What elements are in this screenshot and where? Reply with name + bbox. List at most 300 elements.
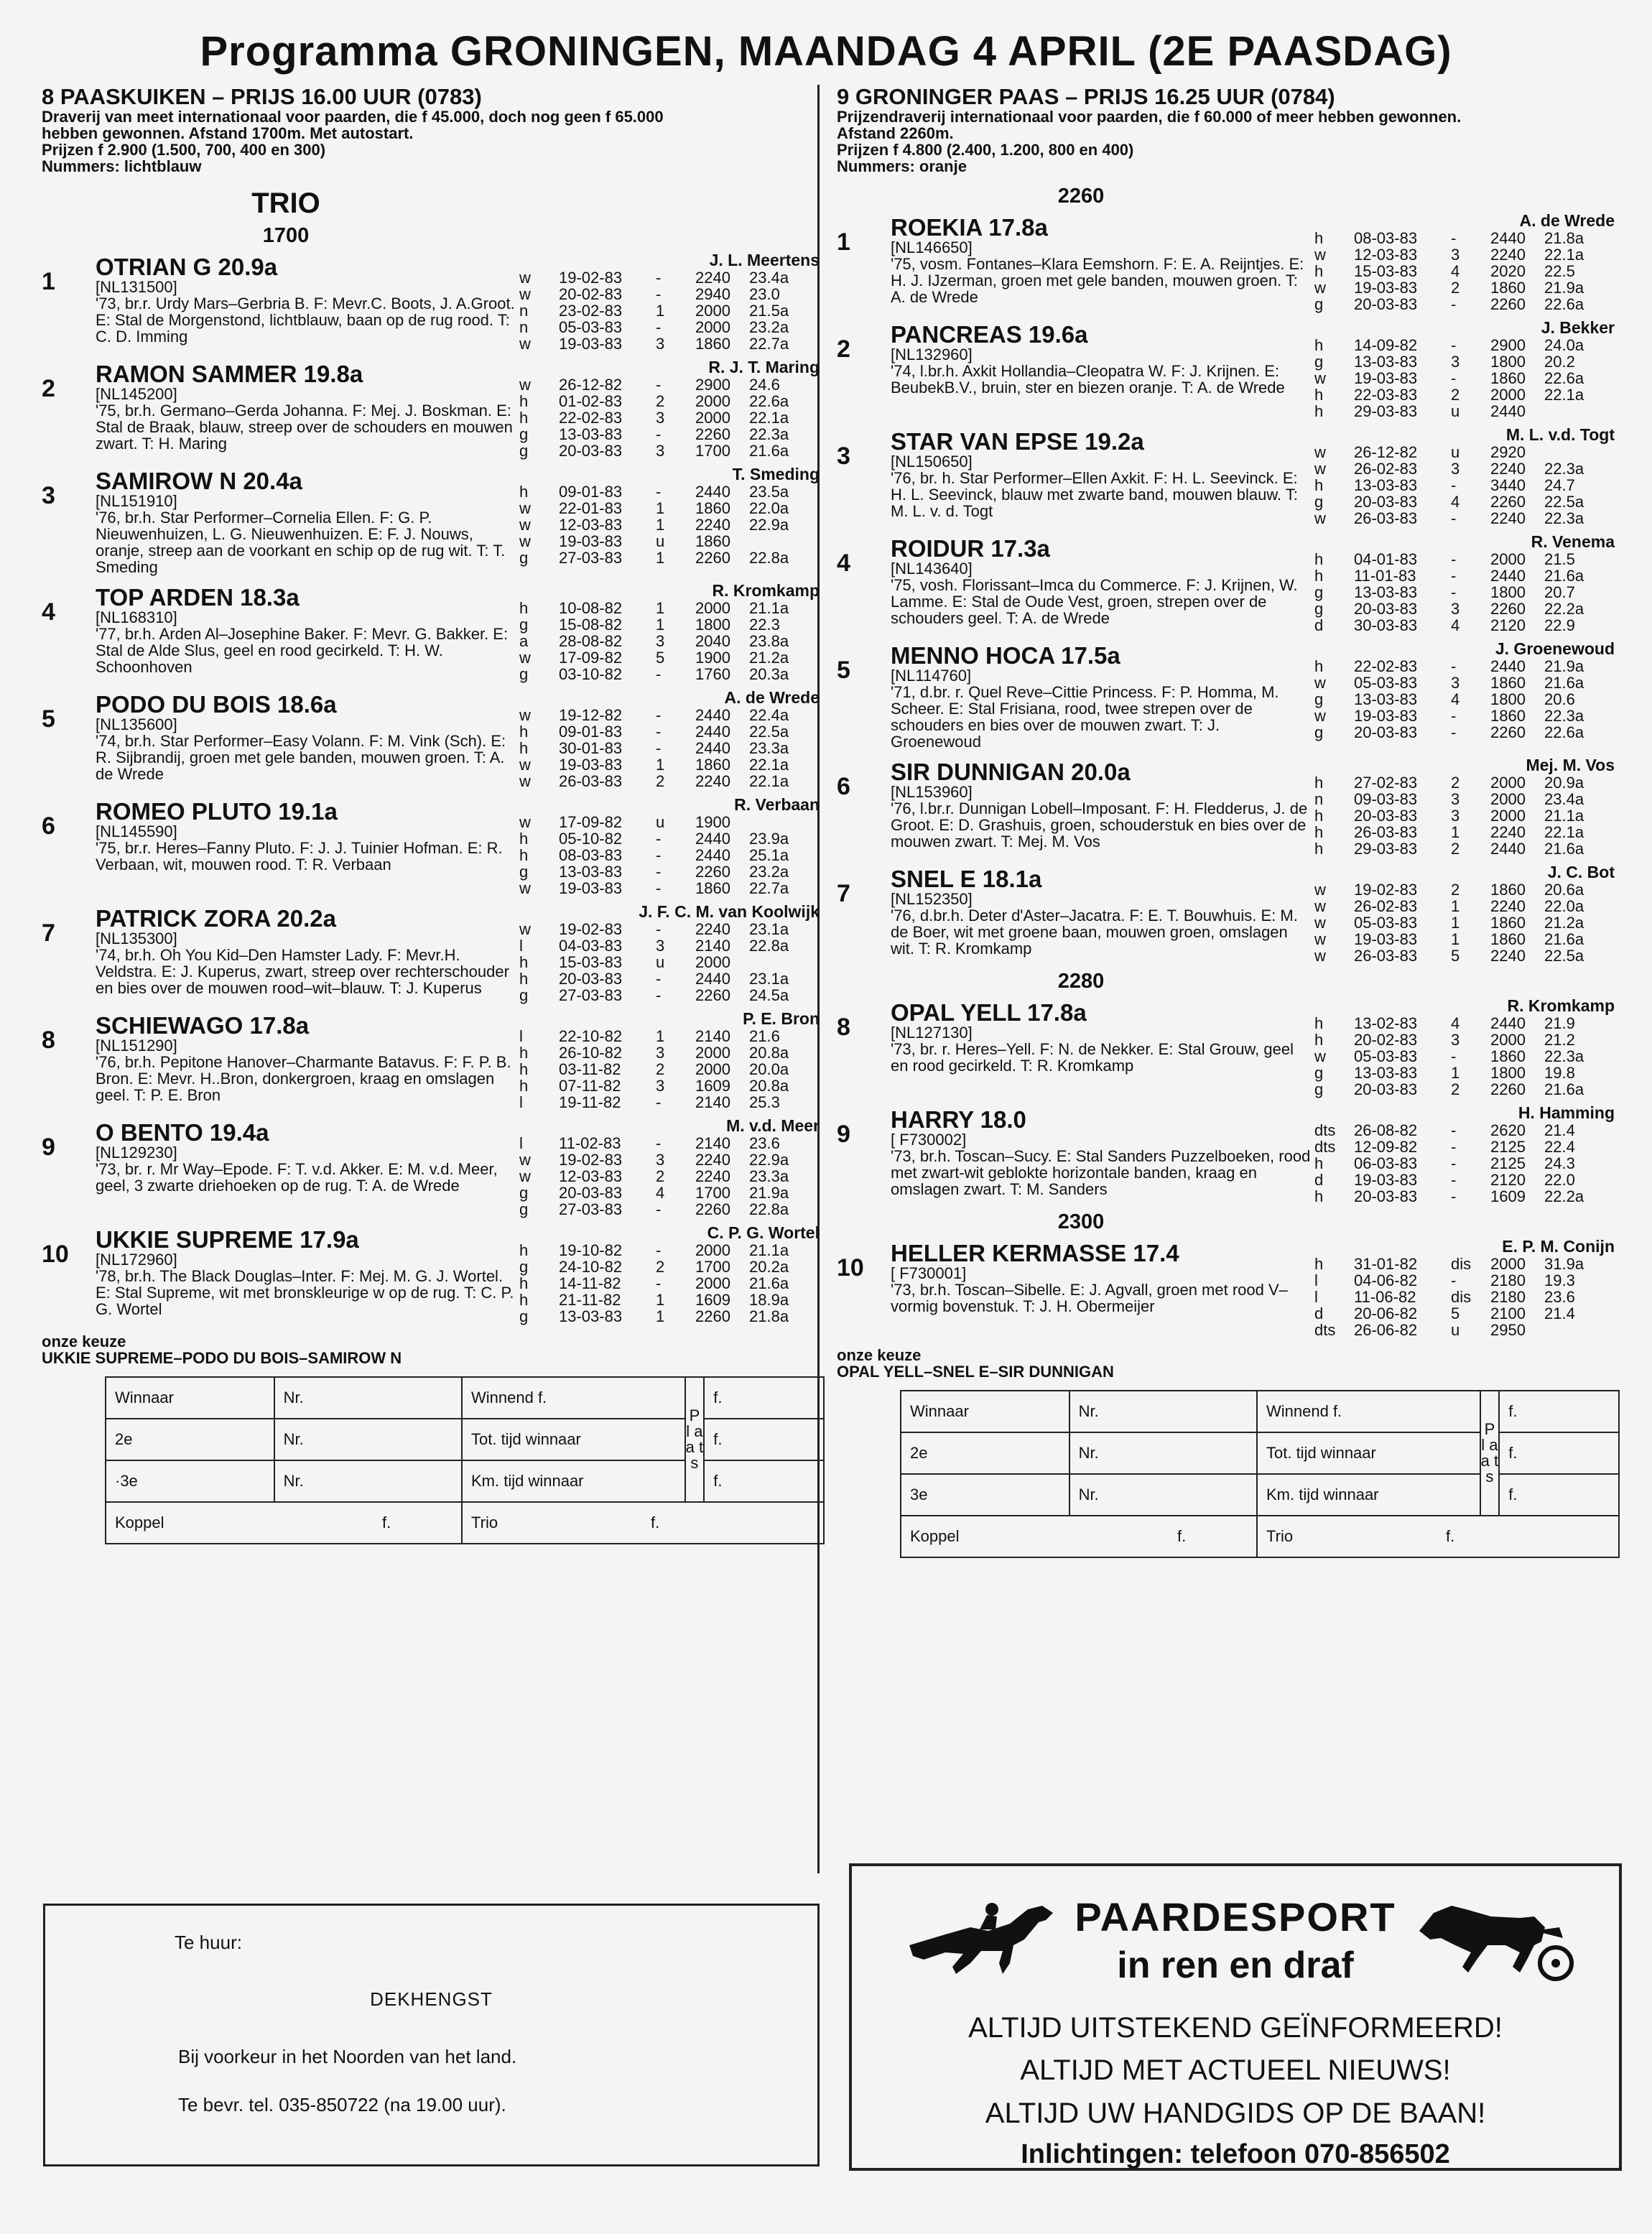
distance-m: 2000: [1490, 774, 1526, 792]
placing: -: [656, 706, 662, 724]
track-code: l: [519, 1093, 523, 1111]
track-code: g: [519, 986, 529, 1004]
horse-entry: [42, 251, 825, 352]
horse-entry: [42, 358, 825, 459]
performance-list: [519, 688, 821, 789]
km-time: 25.1a: [749, 846, 789, 864]
race-date: 21-11-82: [559, 1291, 621, 1309]
race-date: 11-06-82: [1354, 1288, 1416, 1306]
km-time: 23.8a: [749, 632, 789, 650]
performance-row: [1314, 898, 1616, 914]
driver-name: C. P. G. Wortel: [707, 1223, 820, 1242]
track-code: g: [1314, 353, 1324, 371]
track-code: w: [519, 516, 531, 534]
horse-entry: [837, 1103, 1620, 1205]
horse-code: [NL151910]: [96, 492, 177, 510]
distance-m: 2240: [1490, 897, 1526, 915]
result-cell[interactable]: ·3e: [106, 1460, 274, 1502]
placing: -: [656, 920, 662, 938]
driver-name: J. F. C. M. van Koolwijk: [639, 902, 820, 921]
placing: u: [656, 953, 665, 971]
performance-row: [519, 814, 821, 830]
placing: -: [1451, 567, 1457, 585]
performance-row: [519, 633, 821, 649]
keuze-label: onze keuze: [42, 1332, 126, 1350]
race-date: 26-02-83: [1354, 897, 1418, 915]
race-date: 19-03-83: [1354, 1171, 1418, 1189]
result-cell[interactable]: Nr.: [274, 1419, 462, 1460]
distance-m: 2440: [695, 846, 730, 864]
horse-entry: [837, 639, 1620, 750]
plaats-label: P l a a t s: [1480, 1391, 1500, 1516]
distance-m: 2240: [1490, 947, 1526, 965]
race-date: 06-03-83: [1354, 1154, 1418, 1172]
trio-cell[interactable]: [462, 1502, 824, 1544]
km-time: 21.8a: [1544, 229, 1584, 247]
horse-code: [NL151290]: [96, 1037, 177, 1055]
distance-m: 2000: [695, 302, 730, 320]
distance-m: 2440: [695, 483, 730, 501]
distance-m: 2940: [695, 285, 730, 303]
track-code: w: [1314, 947, 1326, 965]
distance-m: 2260: [695, 1307, 730, 1325]
race-date: 31-01-82: [1354, 1255, 1418, 1273]
performance-row: [519, 302, 821, 319]
performance-list: [1314, 532, 1616, 634]
horse-name: SIR DUNNIGAN 20.0a: [891, 759, 1131, 785]
horse-description: '73, br.r. Urdy Mars–Gerbria B. F: Mevr.C. Boots, J. A.Groot. E: Stal de Morgenstond, lichtblauw, baan op de rug rood. T: C. D. Imming: [96, 295, 515, 346]
track-code: w: [1314, 246, 1326, 264]
distance-m: 2140: [695, 1093, 730, 1111]
performance-row: [1314, 493, 1616, 510]
km-time: 22.6a: [1544, 723, 1584, 741]
result-cell[interactable]: Km. tijd winnaar: [1257, 1474, 1480, 1516]
horse-name: OTRIAN G 20.9a: [96, 254, 278, 280]
km-time: [749, 533, 814, 550]
race-date: 12-09-82: [1354, 1138, 1418, 1156]
km-time: 22.7a: [749, 335, 789, 353]
result-f-cell[interactable]: f.: [1499, 1474, 1619, 1516]
horse-name: PANCREAS 19.6a: [891, 321, 1088, 348]
placing: 2: [656, 1167, 665, 1185]
distance-m: 2440: [695, 723, 730, 741]
performance-list: [1314, 996, 1616, 1098]
driver-name: A. de Wrede: [1519, 211, 1615, 230]
track-code: w: [519, 376, 531, 394]
performance-row: [519, 483, 821, 500]
horse-number: 4: [837, 550, 850, 577]
performance-row: [519, 970, 821, 987]
distance-m: 2000: [695, 318, 730, 336]
race-date: 20-03-83: [559, 970, 623, 988]
track-code: w: [519, 1151, 531, 1169]
km-time: 21.5: [1544, 550, 1575, 568]
result-cell[interactable]: Winnaar: [106, 1377, 274, 1419]
result-f-cell[interactable]: f.: [1499, 1432, 1619, 1474]
track-code: l: [519, 1134, 523, 1152]
track-code: h: [519, 1077, 529, 1095]
distance-m: 1609: [695, 1077, 730, 1095]
track-code: g: [1314, 600, 1324, 618]
performance-row: [1314, 1032, 1616, 1048]
performance-row: [1314, 1172, 1616, 1188]
result-f-cell[interactable]: f.: [704, 1377, 824, 1419]
track-code: h: [1314, 807, 1324, 825]
performance-row: [1314, 931, 1616, 947]
race-date: 12-03-83: [559, 1167, 623, 1185]
placing: 2: [1451, 279, 1460, 297]
horse-name: SAMIROW N 20.4a: [96, 468, 302, 494]
result-cell[interactable]: Winnaar: [901, 1391, 1069, 1432]
horse-entry: [837, 425, 1620, 527]
horse-code: [ F730001]: [891, 1264, 967, 1282]
trio-cell[interactable]: [1257, 1516, 1619, 1557]
track-code: w: [1314, 881, 1326, 899]
distance-m: 1860: [695, 335, 730, 353]
placing: -: [656, 830, 662, 848]
race-date: 26-03-83: [1354, 509, 1418, 527]
performance-row: [519, 649, 821, 666]
performance-row: [519, 1308, 821, 1325]
race-date: 05-03-83: [1354, 914, 1418, 932]
race-date: 20-02-83: [1354, 1031, 1418, 1049]
track-code: h: [1314, 1255, 1324, 1273]
horse-code: [NL152350]: [891, 890, 973, 908]
driver-name: J. C. Bot: [1547, 863, 1615, 881]
performance-row: [1314, 708, 1616, 724]
performance-row: [1314, 1188, 1616, 1205]
distance-m: 1860: [1490, 279, 1526, 297]
placing: 2: [656, 392, 665, 410]
distance-m: 2260: [695, 425, 730, 443]
koppel-cell[interactable]: [106, 1502, 462, 1544]
race-date: 19-02-83: [1354, 881, 1418, 899]
horse-info: [891, 863, 1314, 964]
track-code: g: [519, 616, 529, 634]
result-cell[interactable]: Nr.: [274, 1460, 462, 1502]
track-code: h: [1314, 657, 1324, 675]
race-date: 20-03-83: [1354, 600, 1418, 618]
race-description-line: Draverij van meet internationaal voor paarden, die f 45.000, doch nog geen f 65.000: [42, 108, 664, 126]
performance-row: [1314, 1081, 1616, 1098]
race-date: 20-03-83: [1354, 807, 1418, 825]
track-code: w: [519, 920, 531, 938]
track-code: h: [1314, 774, 1324, 792]
km-time: 22.5a: [1544, 493, 1584, 511]
page-title: Programma GRONINGEN, MAANDAG 4 APRIL (2E PAASDAG): [200, 28, 1452, 75]
race-description-line: Afstand 2260m.: [837, 124, 954, 142]
race-date: 09-01-83: [559, 723, 623, 741]
race-date: 24-10-82: [559, 1258, 623, 1276]
km-time: 22.5: [1544, 262, 1575, 280]
performance-row: [519, 1151, 821, 1168]
placing: 5: [1451, 1304, 1460, 1322]
distance-m: 1860: [1490, 1047, 1526, 1065]
koppel-f: f.: [1177, 1527, 1187, 1545]
ad-line-2: ALTIJD MET ACTUEEL NIEUWS!: [1020, 2054, 1451, 2086]
km-time: 22.0a: [749, 499, 789, 517]
distance-m: 1860: [1490, 674, 1526, 692]
track-code: w: [1314, 1047, 1326, 1065]
distance-m: 1900: [695, 649, 730, 667]
performance-row: [1314, 230, 1616, 246]
track-code: h: [1314, 1154, 1324, 1172]
driver-name: M. L. v.d. Togt: [1505, 425, 1615, 444]
distance-m: 2440: [695, 970, 730, 988]
result-cell[interactable]: Nr.: [1069, 1474, 1257, 1516]
km-time: 23.3a: [749, 1167, 789, 1185]
track-code: h: [1314, 402, 1324, 420]
race-date: 22-02-83: [1354, 657, 1418, 675]
km-time: 22.4: [1544, 1138, 1575, 1156]
horse-info: [96, 688, 519, 789]
distance-m: 2240: [1490, 509, 1526, 527]
performance-row: [1314, 724, 1616, 741]
performance-row: [1314, 460, 1616, 477]
placing: dis: [1451, 1288, 1472, 1306]
horse-number: 4: [42, 598, 55, 626]
horse-entry: [42, 1223, 825, 1325]
km-time: 20.6: [1544, 690, 1575, 708]
race-date: 13-02-83: [1354, 1014, 1418, 1032]
koppel-f: f.: [382, 1514, 391, 1531]
track-code: w: [519, 285, 531, 303]
track-code: w: [519, 879, 531, 897]
koppel-cell[interactable]: [901, 1516, 1257, 1557]
result-cell[interactable]: Nr.: [1069, 1432, 1257, 1474]
race-date: 22-03-83: [1354, 386, 1418, 404]
track-code: g: [1314, 493, 1324, 511]
result-cell[interactable]: Nr.: [274, 1377, 462, 1419]
race-date: 27-03-83: [559, 986, 623, 1004]
result-f-cell[interactable]: f.: [704, 1460, 824, 1502]
race-date: 20-02-83: [559, 285, 623, 303]
distance-m: 2000: [1490, 1255, 1526, 1273]
track-code: w: [519, 499, 531, 517]
result-cell[interactable]: 3e: [901, 1474, 1069, 1516]
result-cell[interactable]: 2e: [901, 1432, 1069, 1474]
track-code: h: [1314, 1031, 1324, 1049]
result-cell[interactable]: Tot. tijd winnaar: [1257, 1432, 1480, 1474]
distance-m: 1700: [695, 1184, 730, 1202]
result-cell[interactable]: Winnend f.: [462, 1377, 685, 1419]
distance-m: 2000: [695, 1274, 730, 1292]
race-date: 12-03-83: [559, 516, 623, 534]
distance-m: 2260: [1490, 600, 1526, 618]
distance-m: 3440: [1490, 476, 1526, 494]
race-date: 19-03-83: [559, 335, 623, 353]
ad-line-1: ALTIJD UITSTEKEND GEÏNFORMEERD!: [968, 2012, 1503, 2044]
distance-m: 2440: [1490, 840, 1526, 858]
result-cell[interactable]: Tot. tijd winnaar: [462, 1419, 685, 1460]
race-date: 22-02-83: [559, 409, 623, 427]
km-time: 20.2a: [749, 1258, 789, 1276]
race-date: 27-03-83: [559, 549, 623, 567]
performance-row: [1314, 444, 1616, 460]
km-time: 18.9a: [749, 1291, 789, 1309]
km-time: 19.3: [1544, 1271, 1575, 1289]
performance-row: [519, 393, 821, 409]
result-cell[interactable]: 2e: [106, 1419, 274, 1460]
placing: dis: [1451, 1255, 1472, 1273]
track-code: h: [1314, 840, 1324, 858]
distance-m: 2240: [1490, 460, 1526, 478]
km-time: 21.5a: [749, 302, 789, 320]
distance-m: 2260: [695, 549, 730, 567]
placing: -: [656, 1274, 662, 1292]
race-date: 29-03-83: [1354, 840, 1418, 858]
driver-name: J. Groenewoud: [1495, 639, 1615, 658]
horse-info: [891, 1237, 1314, 1338]
race-date: 10-08-82: [559, 599, 623, 617]
horse-name: ROEKIA 17.8a: [891, 214, 1048, 241]
km-time: 24.7: [1544, 476, 1575, 494]
result-cell[interactable]: Km. tijd winnaar: [462, 1460, 685, 1502]
distance-m: 2260: [695, 863, 730, 881]
performance-list: [519, 902, 821, 1004]
performance-row: [1314, 807, 1616, 824]
distance-m: 1860: [1490, 930, 1526, 948]
performance-row: [1314, 1065, 1616, 1081]
track-code: dts: [1314, 1138, 1336, 1156]
track-code: h: [519, 599, 529, 617]
km-time: 21.9a: [1544, 279, 1584, 297]
performance-row: [1314, 914, 1616, 931]
race-date: 19-11-82: [559, 1093, 621, 1111]
horse-entry: [42, 465, 825, 575]
placing: -: [656, 723, 662, 741]
distance-m: 1700: [695, 1258, 730, 1276]
performance-row: [519, 1292, 821, 1308]
distance-m: 2240: [695, 1167, 730, 1185]
km-time: 25.3: [749, 1093, 780, 1111]
race-date: 19-10-82: [559, 1241, 623, 1259]
km-time: 21.9: [1544, 1014, 1575, 1032]
trio-f: f.: [1446, 1527, 1455, 1545]
performance-row: [1314, 1322, 1616, 1338]
performance-row: [1314, 947, 1616, 964]
race-9-section: [837, 85, 1620, 1558]
track-code: h: [1314, 229, 1324, 247]
km-time: 21.1a: [749, 1241, 789, 1259]
distance-m: 2000: [1490, 807, 1526, 825]
performance-row: [519, 269, 821, 286]
placing: -: [1451, 1138, 1457, 1156]
horse-description: '73, br. r. Heres–Yell. F: N. de Nekker. E: Stal Grouw, geel en rood gecirkeld. T: R. Kromkamp: [891, 1040, 1294, 1075]
horse-entry: [42, 902, 825, 1004]
race-date: 20-03-83: [1354, 1187, 1418, 1205]
distance-m: 2000: [695, 1060, 730, 1078]
performance-row: [519, 1028, 821, 1044]
performance-row: [1314, 774, 1616, 791]
horse-name: PODO DU BOIS 18.6a: [96, 691, 337, 718]
km-time: [1544, 403, 1609, 420]
km-time: 23.6: [749, 1134, 780, 1152]
distance-m: 2900: [695, 376, 730, 394]
km-time: 22.5a: [749, 723, 789, 741]
km-time: 21.6a: [749, 442, 789, 460]
km-time: 22.1a: [1544, 823, 1584, 841]
placing: -: [656, 739, 662, 757]
placing: 1: [1451, 823, 1460, 841]
track-code: h: [1314, 386, 1324, 404]
distance-m: 1800: [1490, 690, 1526, 708]
performance-row: [519, 723, 821, 740]
placing: 3: [1451, 353, 1460, 371]
track-code: g: [519, 1184, 529, 1202]
result-cell[interactable]: Winnend f.: [1257, 1391, 1480, 1432]
race-date: 19-02-83: [559, 920, 623, 938]
horse-description: '74, l.br.h. Axkit Hollandia–Cleopatra W. F: J. Krijnen. E: BeubekB.V., bruin, ster en biezen oranje. T: A. de Wrede: [891, 362, 1285, 397]
performance-row: [519, 335, 821, 352]
placing: 2: [1451, 386, 1460, 404]
placing: -: [1451, 1121, 1457, 1139]
horse-info: [891, 532, 1314, 634]
horse-number: 5: [837, 657, 850, 684]
race-date: 19-12-82: [559, 706, 623, 724]
track-code: h: [1314, 336, 1324, 354]
horse-description: '77, br.h. Arden Al–Josephine Baker. F: Mevr. G. Bakker. E: Stal de Alde Slus, geel en rood gecirkeld. T: H. W. Schoonhoven: [96, 625, 509, 676]
placing: 4: [1451, 493, 1460, 511]
performance-row: [519, 1259, 821, 1275]
track-code: h: [1314, 550, 1324, 568]
km-time: 20.8a: [749, 1077, 789, 1095]
performance-row: [1314, 1122, 1616, 1139]
race-date: 19-03-83: [1354, 369, 1418, 387]
horse-code: [NL143640]: [891, 560, 973, 578]
placing: 2: [1451, 881, 1460, 899]
horse-name: SNEL E 18.1a: [891, 866, 1042, 892]
race-date: 13-03-83: [1354, 476, 1418, 494]
result-f-cell[interactable]: f.: [1499, 1391, 1619, 1432]
race-description-line: Nummers: oranje: [837, 157, 967, 175]
race-date: 19-03-83: [559, 879, 623, 897]
performance-list: [519, 795, 821, 896]
performance-row: [1314, 617, 1616, 634]
placing: -: [1451, 476, 1457, 494]
km-time: 24.5a: [749, 986, 789, 1004]
distance-m: 2900: [1490, 336, 1526, 354]
performance-list: [1314, 756, 1616, 857]
performance-row: [519, 773, 821, 789]
km-time: 21.9a: [1544, 657, 1584, 675]
race-date: 09-01-83: [559, 483, 623, 501]
track-code: w: [1314, 674, 1326, 692]
horse-description: '76, br. h. Star Performer–Ellen Axkit. F: H. L. Seevinck. E: H. L. Seevinck, blauw met zwarte band, mouwen blauw. T: M. L. v. d. Togt: [891, 469, 1298, 520]
track-code: g: [1314, 1064, 1324, 1082]
performance-row: [1314, 601, 1616, 617]
track-code: g: [519, 1200, 529, 1218]
km-time: 20.7: [1544, 583, 1575, 601]
race-date: 23-02-83: [559, 302, 623, 320]
result-f-cell[interactable]: f.: [704, 1419, 824, 1460]
trio-label: TRIO: [251, 187, 320, 219]
horse-code: [NL127130]: [891, 1024, 973, 1042]
placing: -: [1451, 1047, 1457, 1065]
horse-name: O BENTO 19.4a: [96, 1119, 269, 1146]
km-time: [1544, 1322, 1609, 1338]
result-cell[interactable]: Nr.: [1069, 1391, 1257, 1432]
performance-row: [1314, 477, 1616, 493]
performance-list: [519, 251, 821, 352]
distance-m: 2440: [1490, 567, 1526, 585]
km-time: 24.6: [749, 376, 780, 394]
distance-m: 2260: [695, 986, 730, 1004]
horse-description: '76, br.h. Pepitone Hanover–Charmante Batavus. F: F. P. B. Bron. E: Mevr. H..Bron, donkergroen, kraag en omslagen geel. T: P. E. Bron: [96, 1053, 511, 1104]
performance-row: [519, 1061, 821, 1077]
horse-name: UKKIE SUPREME 17.9a: [96, 1226, 359, 1253]
distance-m: 2240: [695, 920, 730, 938]
